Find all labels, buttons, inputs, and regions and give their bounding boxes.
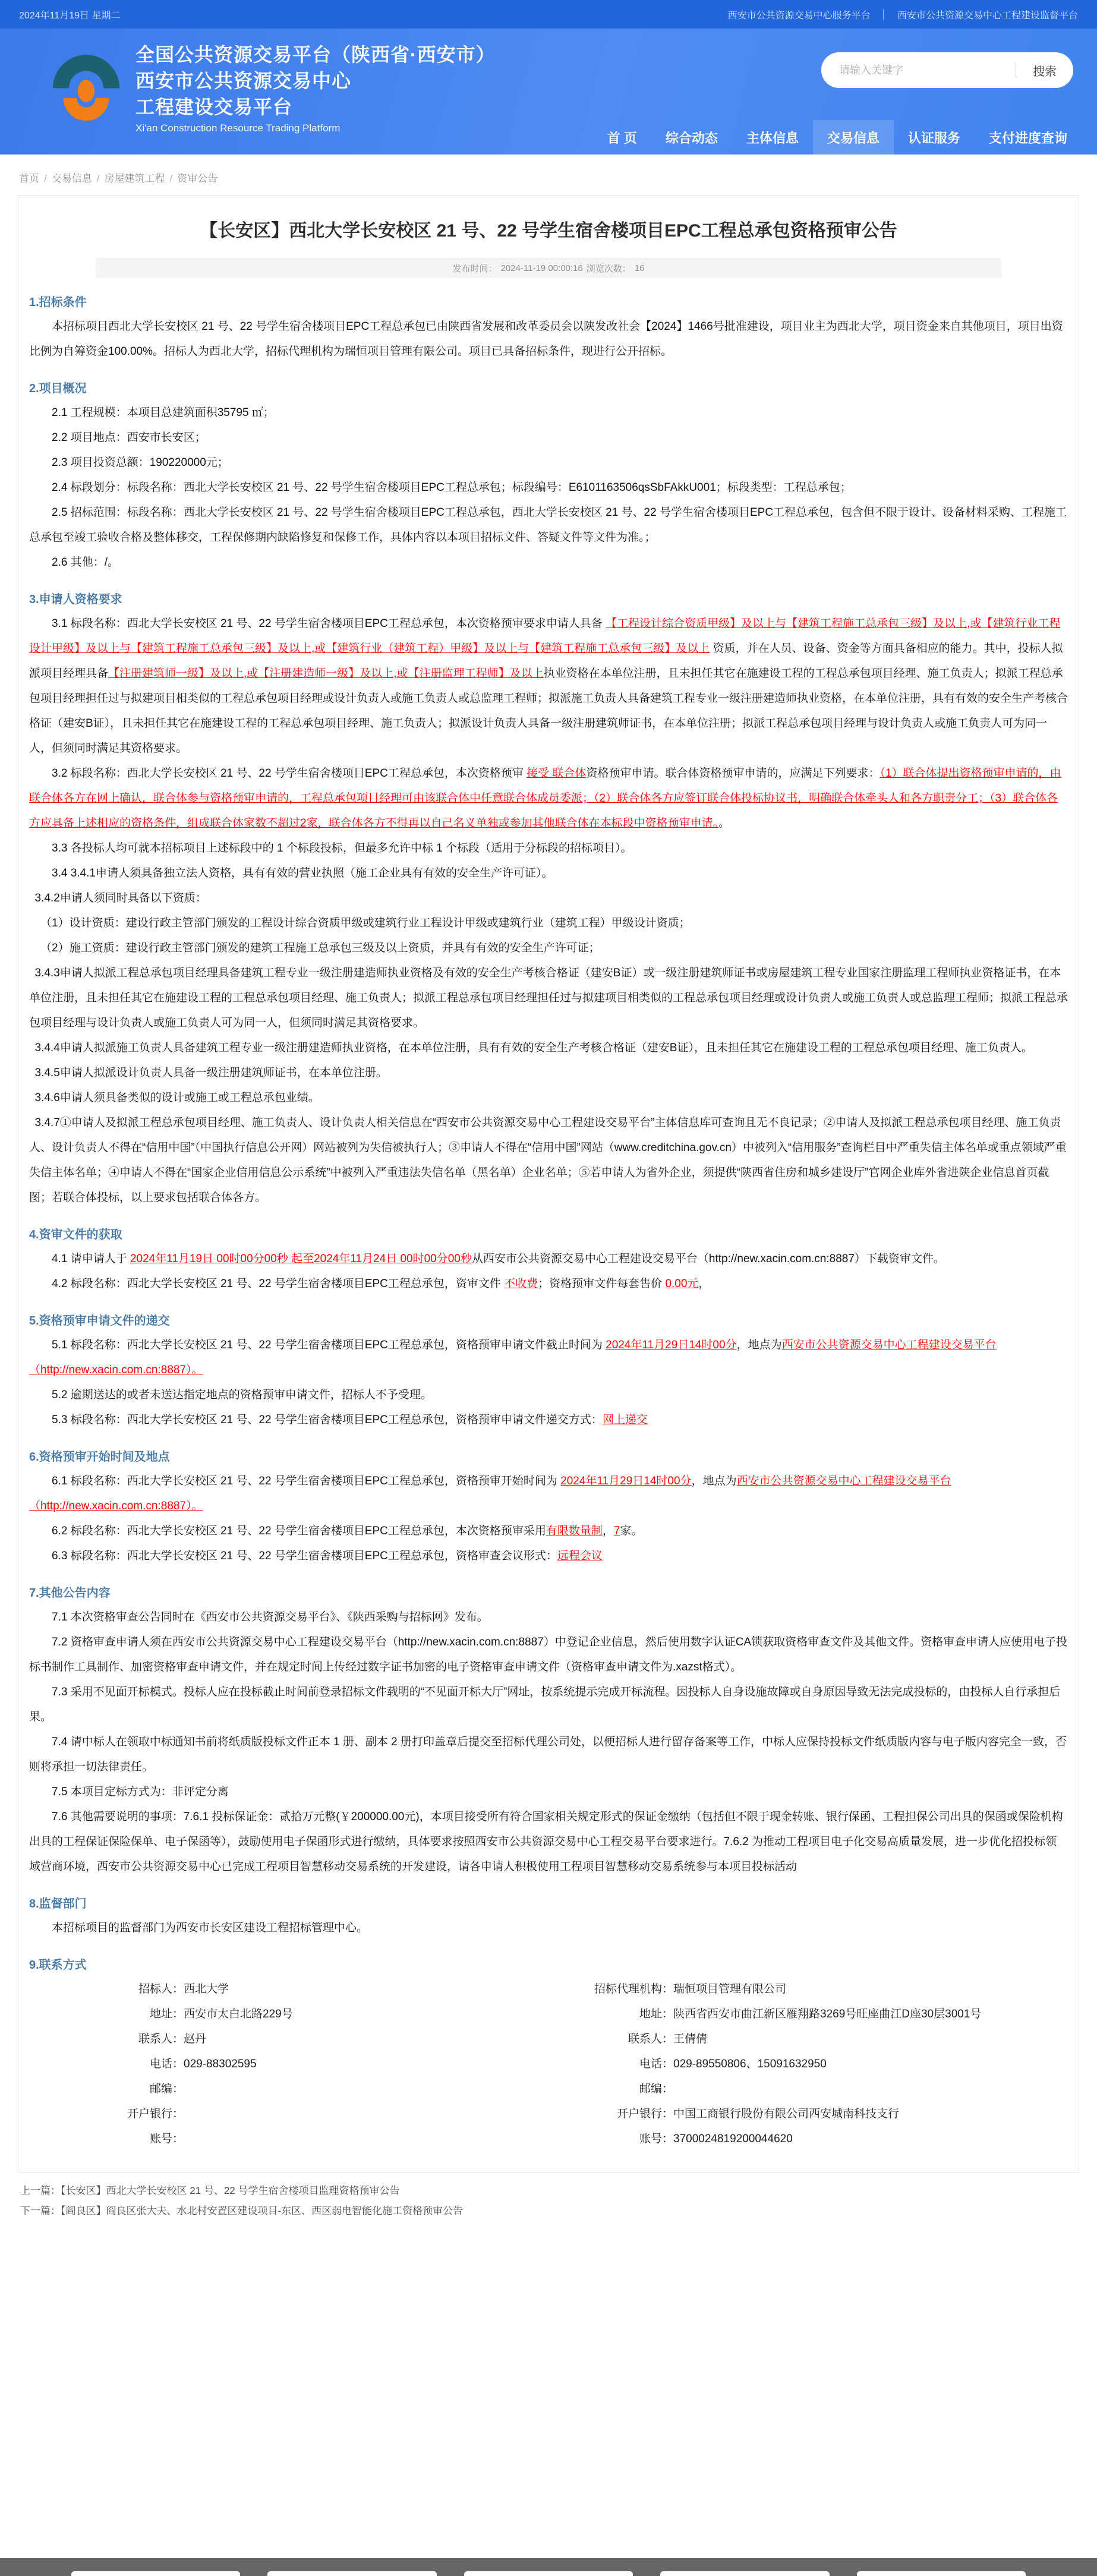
text-run: 7.2 资格审查申请人须在西安市公共资源交易中心工程建设交易平台（http://new.xacin.com.cn:8887）中登记企业信息，然后使用数字认证CA锁获取资格审查文件及其他文件。资格审查申请人应使用电子投标书制作工具制作、加密资格审查申请文件，并在规定时间上传经过数字证书加密的电子资格审查申请文件（资格审查申请文件为.xazst格式）。 bbox=[29, 1636, 1068, 1673]
text-run: ， bbox=[602, 1525, 614, 1537]
section-heading: 2.项目概况 bbox=[29, 382, 87, 395]
text-run-red: 【注册建筑师一级】及以上,或【注册建造师一级】及以上,或【注册监理工程师】及以上 bbox=[108, 667, 544, 680]
text-run: 5.2 逾期送达的或者未送达指定地点的资格预审申请文件，招标人不予受理。 bbox=[52, 1389, 432, 1401]
topbar-link[interactable]: 西安市公共资源交易中心服务平台 bbox=[727, 10, 871, 21]
text-run: 3.4.2申请人须同时具备以下资质： bbox=[34, 892, 207, 904]
site-footer bbox=[0, 2558, 1097, 2576]
paragraph bbox=[29, 550, 1068, 575]
nav-item[interactable]: 支付进度查询 bbox=[988, 130, 1067, 146]
views-label: 浏览次数： bbox=[586, 263, 631, 274]
paragraph bbox=[29, 1630, 1068, 1680]
section-heading: 5.资格预审申请文件的递交 bbox=[29, 1314, 170, 1328]
text-run: 3.1 标段名称：西北大学长安校区 21 号、22 号学生宿舍楼项目EPC工程总承包，本次资格预审要求申请人具备 bbox=[52, 617, 606, 630]
nav-item[interactable]: 认证服务 bbox=[907, 130, 960, 146]
paragraph bbox=[29, 611, 1068, 761]
contact-row bbox=[29, 1977, 548, 2002]
article-sections bbox=[29, 292, 1068, 1972]
main-nav bbox=[593, 120, 1082, 155]
section-6 bbox=[29, 1447, 1068, 1569]
nav-item[interactable]: 交易信息 bbox=[813, 120, 894, 155]
contact-value: 中国工商银行股份有限公司西安城南科技支行 bbox=[673, 2108, 900, 2120]
section-heading: 6.资格预审开始时间及地点 bbox=[29, 1451, 170, 1464]
text-run: 3.4.3申请人拟派工程总承包项目经理具备建筑工程专业一级注册建造师执业资格及有效的安全生产考核合格证（建安B证）或一级注册建筑师证书或房屋建筑工程专业国家注册监理工程师执业资格证书，在本单位注册，且未担任其它在施建设工程的工程总承包项目经理、施工负责人；拟派工程总承包项目经理担任过与拟建项目相类似的工程总承包项目经理或设计负责人或施工负责人或总监理工程师；拟派工程总承包项目经理与设计负责人或施工负责人可为同一人，但须同时满足其资格要求。 bbox=[29, 967, 1068, 1029]
paragraph bbox=[29, 1680, 1068, 1730]
paragraph bbox=[29, 1916, 1068, 1941]
paragraph bbox=[29, 1780, 1068, 1805]
paragraph bbox=[29, 500, 1068, 550]
text-run: 从西安市公共资源交易中心工程建设交易平台（http://new.xacin.com.cn:8887）下载资审文件。 bbox=[471, 1253, 945, 1265]
contact-row bbox=[29, 2027, 548, 2052]
site-title-block bbox=[135, 42, 496, 134]
contacts-table bbox=[29, 1977, 1068, 2152]
text-run: 3.4.4申请人拟派施工负责人具备建筑工程专业一级注册建造师执业资格，在本单位注册，具有有效的安全生产考核合格证（建安B证），且未担任其它在施建设工程的工程总承包项目经理、施工负责人。 bbox=[34, 1042, 1033, 1054]
text-run: 2.4 标段划分：标段名称：西北大学长安校区 21 号、22 号学生宿舍楼项目EPC工程总承包；标段编号：E6101163506qsSbFAkkU001；标段类型：工程总承包； bbox=[52, 481, 852, 494]
text-run: 资质，并在人员、设备、资金等方面具备相应的能力。其中，投标人拟派项目经理具备 bbox=[29, 642, 1063, 680]
contact-row bbox=[29, 2052, 548, 2077]
text-run-red: 0.00元 bbox=[665, 1278, 699, 1290]
section-heading: 7.其他公告内容 bbox=[29, 1587, 111, 1600]
paragraph bbox=[29, 1383, 1068, 1408]
contact-label: 电话： bbox=[149, 2058, 184, 2070]
text-run: 。 bbox=[718, 817, 730, 830]
text-run: 7.6 其他需要说明的事项：7.6.1 投标保证金：贰拾万元整(￥200000.00元)，本项目接受所有符合国家相关规定形式的保证金缴纳（包括但不限于现金转账、银行保函、工程担保公司出具的保函或保险机构出具的工程保证保险保单、电子保函等），鼓励使用电子保函形式进行缴纳，具体要求按照西安市公共资源交易中心工程交易平台要求进行。7.6.2 为推动工程项目电子化交易高质量发展，进一步优化招投标领域营商环境，西安市公共资源交易中心已完成工程项目智慧移动交易系统的开发建设，请各申请人积极使用工程项目智慧移动交易系统参与本项目投标活动 bbox=[29, 1811, 1063, 1873]
text-run-red: 接受 联合体 bbox=[527, 767, 587, 780]
site-title-english: Xi'an Construction Resource Trading Platform bbox=[135, 122, 341, 134]
text-run: 7.5 本项目定标方式为：非评定分离 bbox=[52, 1786, 229, 1798]
contact-label: 电话： bbox=[639, 2058, 673, 2070]
paragraph bbox=[29, 1272, 1068, 1297]
contacts-left bbox=[29, 1977, 548, 2152]
prev-article-row bbox=[20, 2181, 1077, 2201]
section-heading: 1.招标条件 bbox=[29, 296, 87, 309]
text-run: 3.4.7①申请人及拟派工程总承包项目经理、施工负责人、设计负责人相关信息在“西安市公共资源交易中心工程建设交易平台”主体信息库可查询且无不良记录；②申请人及拟派工程总承包项目经理、施工负责人、设计负责人不得在“信用中国”（中国执行信息公开网）网站被列为失信被执行人；③申请人不得在“信用中国”网站（www.creditchina.gov.cn）中被列入“信用服务”查询栏目中严重失信主体名单或重点领域严重失信主体名单；④申请人不得在“国家企业信用信息公示系统”中被列入严重违法失信名单（黑名单）企业名单；⑤若申请人为省外企业，须提供“陕西省住房和城乡建设厅”官网企业库外省进陕企业信息首页截图；若联合体投标，以上要求包括联合体各方。 bbox=[29, 1117, 1067, 1204]
contact-value: 3700024819200044620 bbox=[673, 2133, 793, 2145]
search-bar bbox=[821, 52, 1073, 88]
paragraph bbox=[29, 1805, 1068, 1880]
topbar bbox=[0, 0, 1097, 29]
breadcrumb-item[interactable]: 房屋建筑工程 bbox=[104, 173, 165, 184]
text-run-red: 【工程设计综合资质甲级】及以上与【建筑工程施工总承包三级】及以上,或【建筑行业工程设计甲级】及以上与【建筑工程施工总承包三级】及以上,或【建筑行业（建筑工程）甲级】及以上与【建筑工程施工总承包三级】及以上 bbox=[29, 617, 1061, 655]
text-run: 2.3 项目投资总额：190220000元； bbox=[52, 456, 229, 469]
site-title-line1: 全国公共资源交易平台（陕西省·西安市） bbox=[135, 44, 496, 65]
breadcrumb-item[interactable]: 资审公告 bbox=[177, 173, 218, 184]
section-heading: 8.监督部门 bbox=[29, 1897, 87, 1910]
text-run: （2）施工资质：建设行政主管部门颁发的建筑工程施工总承包三级及以上资质，并具有有效的安全生产许可证； bbox=[40, 942, 600, 954]
paragraph bbox=[29, 475, 1068, 500]
topbar-divider: │ bbox=[881, 9, 887, 20]
page-title: 【长安区】西北大学长安校区 21 号、22 号学生宿舍楼项目EPC工程总承包资格预审公告 bbox=[200, 221, 897, 241]
paragraph bbox=[29, 936, 1068, 961]
text-run-red: 2024年11月29日14时00分 bbox=[560, 1475, 692, 1487]
text-run: 本招标项目西北大学长安校区 21 号、22 号学生宿舍楼项目EPC工程总承包已由陕西省发展和改革委员会以陕发改社会【2024】1466号批准建设，项目业主为西北大学，项目资金来自其他项目，项目出资比例为自筹资金100.00%。招标人为西北大学，招标代理机构为瑞恒项目管理有限公司。项目已具备招标条件，现进行公开招标。 bbox=[29, 320, 1063, 358]
contact-row bbox=[29, 2102, 548, 2127]
text-run-red: 远程会议 bbox=[557, 1550, 603, 1562]
text-run: （1）设计资质：建设行政主管部门颁发的工程设计综合资质甲级或建筑行业工程设计甲级或建筑行业（建筑工程）甲级设计资质； bbox=[40, 917, 691, 929]
contact-label: 地址： bbox=[149, 2008, 184, 2020]
topbar-link[interactable]: 西安市公共资源交易中心工程建设监督平台 bbox=[897, 10, 1078, 21]
paragraph bbox=[29, 961, 1068, 1036]
footer-link-box[interactable] bbox=[857, 2571, 1026, 2576]
section-2 bbox=[29, 379, 1068, 575]
section-heading: 9.联系方式 bbox=[29, 1959, 87, 1972]
announcement-card bbox=[18, 196, 1079, 2173]
publish-time-label: 发布时间： bbox=[452, 263, 497, 274]
paragraph bbox=[29, 1247, 1068, 1272]
section-7 bbox=[29, 1583, 1068, 1880]
text-run-red: 7 bbox=[613, 1525, 620, 1537]
text-run: 3.2 标段名称：西北大学长安校区 21 号、22 号学生宿舍楼项目EPC工程总承包，本次资格预审 bbox=[52, 767, 527, 780]
search-input[interactable] bbox=[821, 52, 1016, 88]
nav-item[interactable]: 综合动态 bbox=[665, 130, 718, 146]
section-4 bbox=[29, 1225, 1068, 1297]
contact-row bbox=[548, 2027, 1068, 2052]
contact-label: 账号： bbox=[639, 2133, 673, 2145]
text-run: 5.1 标段名称：西北大学长安校区 21 号、22 号学生宿舍楼项目EPC工程总承包，资格预审申请文件截止时间为 bbox=[52, 1339, 606, 1351]
paragraph bbox=[29, 911, 1068, 936]
text-run-red: 有限数量制 bbox=[546, 1525, 603, 1537]
breadcrumb-item[interactable]: 交易信息 bbox=[51, 173, 92, 184]
contact-value: 王倩倩 bbox=[673, 2033, 708, 2045]
text-run: 本招标项目的监督部门为西安市长安区建设工程招标管理中心。 bbox=[52, 1922, 368, 1934]
section-9 bbox=[29, 1955, 1068, 1972]
contact-label: 地址： bbox=[639, 2008, 673, 2020]
paragraph bbox=[29, 1086, 1068, 1111]
paragraph bbox=[29, 1111, 1068, 1210]
paragraph bbox=[29, 1544, 1068, 1569]
paragraph bbox=[29, 861, 1068, 886]
paragraph bbox=[29, 836, 1068, 861]
paragraph bbox=[29, 1061, 1068, 1086]
text-run: ， bbox=[698, 1278, 710, 1290]
text-run: 4.2 标段名称：西北大学长安校区 21 号、22 号学生宿舍楼项目EPC工程总承包，资审文件 bbox=[52, 1278, 505, 1290]
contact-row bbox=[29, 2077, 548, 2102]
search-button[interactable]: 搜索 bbox=[1016, 52, 1073, 88]
site-header bbox=[0, 29, 1097, 155]
text-run: 家。 bbox=[620, 1525, 643, 1537]
text-run: 7.4 请中标人在领取中标通知书前将纸质版投标文件正本 1 册、副本 2 册打印盖章后提交至招标代理公司处，以便招标人进行留存备案等工作，中标人应保持投标文件纸质版内容与电子版内容完全一致，否则将承担一切法律责任。 bbox=[29, 1736, 1067, 1773]
text-run: ，地点为 bbox=[691, 1475, 737, 1487]
contact-value bbox=[184, 2102, 548, 2127]
text-run: 6.1 标段名称：西北大学长安校区 21 号、22 号学生宿舍楼项目EPC工程总承包，资格预审开始时间为 bbox=[52, 1475, 561, 1487]
text-run-red: 2024年11月19日 00时00分00秒 起至2024年11月24日 00时00分00秒 bbox=[130, 1253, 472, 1265]
contact-value: 西北大学 bbox=[184, 1983, 229, 1995]
text-run: 6.3 标段名称：西北大学长安校区 21 号、22 号学生宿舍楼项目EPC工程总承包，资格审查会议形式： bbox=[52, 1550, 557, 1562]
text-run: 7.3 采用不见面开标模式。投标人应在投标截止时间前登录招标文件载明的“不见面开标大厅”网址，按系统提示完成开标流程。因投标人自身设施故障或自身原因导致无法完成投标的，由投标人自行承担后果。 bbox=[29, 1686, 1061, 1723]
paragraph bbox=[29, 1605, 1068, 1630]
text-run: 执业资格在本单位注册，且未担任其它在施建设工程的工程总承包项目经理、施工负责人；拟派工程总承包项目经理担任过与拟建项目相类似的工程总承包项目经理或设计负责人或施工负责人或总监理工程师；拟派施工负责人具备建筑工程专业一级注册建造师执业资格，在本单位注册，具有有效的安全生产考核合格证（建安B证），且未担任其它在施建设工程的工程总承包项目经理、施工负责人；拟派设计负责人具备一级注册建筑师证书，在本单位注册；拟派工程总承包项目经理与设计负责人或施工负责人可为同一人，但须同时满足其资格要求。 bbox=[29, 667, 1068, 755]
footer-link-box[interactable] bbox=[71, 2571, 240, 2576]
section-1 bbox=[29, 292, 1068, 364]
platform-logo-icon bbox=[51, 50, 121, 127]
contact-value bbox=[184, 2077, 548, 2102]
text-run: 7.1 本次资格审查公告同时在《西安市公共资源交易平台》、《陕西采购与招标网》发布。 bbox=[52, 1611, 488, 1623]
text-run-red: 2024年11月29日14时00分 bbox=[606, 1339, 737, 1351]
text-run: 4.1 请申请人于 bbox=[52, 1253, 130, 1265]
contact-value: 瑞恒项目管理有限公司 bbox=[673, 1983, 787, 1995]
site-title-line3: 工程建设交易平台 bbox=[135, 96, 293, 118]
next-article-label: 下一篇： bbox=[20, 2205, 61, 2216]
site-title-line2: 西安市公共资源交易中心 bbox=[135, 70, 352, 92]
text-run: 5.3 标段名称：西北大学长安校区 21 号、22 号学生宿舍楼项目EPC工程总承包，资格预审申请文件递交方式： bbox=[52, 1414, 603, 1426]
topbar-date: 2024年11月19日 星期二 bbox=[19, 10, 121, 21]
text-run: ，地点为 bbox=[736, 1339, 782, 1351]
section-5 bbox=[29, 1311, 1068, 1433]
contact-row bbox=[548, 2127, 1068, 2152]
text-run-red: 西安市公共资源交易中心工程建设交易平台（http://new.xacin.com.cn:8887）。 bbox=[29, 1475, 951, 1512]
paragraph bbox=[29, 1333, 1068, 1383]
breadcrumb-separator: / bbox=[169, 173, 173, 184]
contact-label: 开户银行： bbox=[127, 2108, 184, 2120]
paragraph bbox=[29, 886, 1068, 911]
contact-row bbox=[548, 2102, 1068, 2127]
contact-row bbox=[29, 2002, 548, 2027]
breadcrumb-separator: / bbox=[44, 173, 47, 184]
section-heading: 4.资审文件的获取 bbox=[29, 1228, 122, 1241]
contact-value: 赵丹 bbox=[184, 2033, 207, 2045]
contact-value bbox=[184, 2127, 548, 2152]
text-run: 2.1 工程规模：本项目总建筑面积35795 ㎡； bbox=[52, 406, 275, 419]
nav-item[interactable]: 主体信息 bbox=[746, 130, 799, 146]
pager bbox=[20, 2181, 1077, 2221]
breadcrumb-separator: / bbox=[96, 173, 100, 184]
section-heading: 3.申请人资格要求 bbox=[29, 593, 122, 606]
paragraph bbox=[29, 1036, 1068, 1061]
contact-label: 邮编： bbox=[639, 2083, 673, 2095]
contact-row bbox=[548, 2002, 1068, 2027]
article-meta-bar bbox=[96, 258, 1001, 278]
contact-label: 账号： bbox=[149, 2133, 184, 2145]
paragraph bbox=[29, 1408, 1068, 1433]
paragraph bbox=[29, 1519, 1068, 1544]
text-run-red: （1）联合体提出资格预审申请的，由联合体各方在网上确认，联合体参与资格预审申请的，工程总承包项目经理可由该联合体中任意联合体成员委派；（2）联合体各方应签订联合体投标协议书，明确联合体牵头人和各方职责分工；（3）联合体各方应具备上述相应的资格条件，组成联合体家数不超过2家，联合体各方不得再以自己名义单独或参加其他联合体在本标段中资格预审申请。 bbox=[29, 767, 1061, 830]
paragraph bbox=[29, 450, 1068, 475]
contacts-right bbox=[548, 1977, 1068, 2152]
text-run: ；资格预审文件每套售价 bbox=[538, 1278, 666, 1290]
contact-row bbox=[29, 2127, 548, 2152]
text-run: 3.4 3.4.1申请人须具备独立法人资格，具有有效的营业执照（施工企业具有有效的安全生产许可证）。 bbox=[52, 867, 553, 879]
next-article-link[interactable]: 【阎良区】阎良区张大夫、水北村安置区建设项目-东区、西区弱电智能化施工资格预审公告 bbox=[61, 2205, 464, 2216]
contact-value bbox=[673, 2077, 1068, 2102]
footer-link-box[interactable] bbox=[660, 2571, 829, 2576]
contact-value: 陕西省西安市曲江新区雁翔路3269号旺座曲江D座30层3001号 bbox=[673, 2008, 982, 2020]
section-3 bbox=[29, 589, 1068, 1210]
prev-article-link[interactable]: 【长安区】西北大学长安校区 21 号、22 号学生宿舍楼项目监理资格预审公告 bbox=[61, 2185, 400, 2196]
views-value: 16 bbox=[634, 263, 645, 273]
footer-link-box[interactable] bbox=[267, 2571, 436, 2576]
text-run: 2.2 项目地点：西安市长安区； bbox=[52, 431, 206, 444]
contact-label: 邮编： bbox=[149, 2083, 184, 2095]
text-run-red: 不收费 bbox=[504, 1278, 538, 1290]
contact-value: 029-89550806、15091632950 bbox=[673, 2058, 827, 2070]
breadcrumb-item[interactable]: 首页 bbox=[19, 173, 39, 184]
contact-row bbox=[548, 1977, 1068, 2002]
breadcrumb bbox=[0, 155, 1097, 196]
text-run: 3.4.6申请人须具备类似的设计或施工或工程总承包业绩。 bbox=[34, 1092, 320, 1104]
text-run: 6.2 标段名称：西北大学长安校区 21 号、22 号学生宿舍楼项目EPC工程总承包，本次资格预审采用 bbox=[52, 1525, 546, 1537]
contact-label: 联系人： bbox=[628, 2033, 673, 2045]
next-article-row bbox=[20, 2201, 1077, 2221]
paragraph bbox=[29, 401, 1068, 425]
contact-value: 029-88302595 bbox=[184, 2058, 257, 2070]
contact-label: 开户银行： bbox=[616, 2108, 673, 2120]
section-8 bbox=[29, 1894, 1068, 1941]
publish-time-value: 2024-11-19 00:00:16 bbox=[500, 263, 583, 273]
contact-label: 联系人： bbox=[138, 2033, 184, 2045]
paragraph bbox=[29, 314, 1068, 364]
topbar-links bbox=[728, 8, 1078, 21]
text-run: 3.3 各投标人均可就本招标项目上述标段中的 1 个标段投标，但最多允许中标 1 个标段（适用于分标段的招标项目）。 bbox=[52, 842, 632, 855]
contact-value: 西安市太白北路229号 bbox=[184, 2008, 293, 2020]
contact-row bbox=[548, 2077, 1068, 2102]
contact-label: 招标人： bbox=[138, 1983, 184, 1995]
paragraph bbox=[29, 1730, 1068, 1780]
footer-link-box[interactable] bbox=[464, 2571, 633, 2576]
paragraph bbox=[29, 425, 1068, 450]
text-run: 2.6 其他：/。 bbox=[52, 556, 119, 569]
prev-article-label: 上一篇： bbox=[20, 2185, 61, 2196]
contact-label: 招标代理机构： bbox=[594, 1983, 673, 1995]
text-run-red: 网上递交 bbox=[602, 1414, 648, 1426]
paragraph bbox=[29, 761, 1068, 836]
paragraph bbox=[29, 1469, 1068, 1519]
nav-item[interactable]: 首 页 bbox=[607, 130, 637, 146]
text-run: 资格预审申请。联合体资格预审申请的，应满足下列要求： bbox=[586, 767, 880, 780]
text-run-red: 西安市公共资源交易中心工程建设交易平台（http://new.xacin.com.cn:8887）。 bbox=[29, 1339, 997, 1376]
text-run: 3.4.5申请人拟派设计负责人具备一级注册建筑师证书，在本单位注册。 bbox=[34, 1067, 387, 1079]
contact-row bbox=[548, 2052, 1068, 2077]
text-run: 2.5 招标范围：标段名称：西北大学长安校区 21 号、22 号学生宿舍楼项目EPC工程总承包，西北大学长安校区 21 号、22 号学生宿舍楼项目EPC工程总承包，包含但不限于设计、设备材料采购、工程施工总承包至竣工验收合格及整体移交，工程保修期内缺陷修复和保修工作，具体内容以本项目招标文件、答疑文件等文件为准。； bbox=[29, 506, 1067, 544]
